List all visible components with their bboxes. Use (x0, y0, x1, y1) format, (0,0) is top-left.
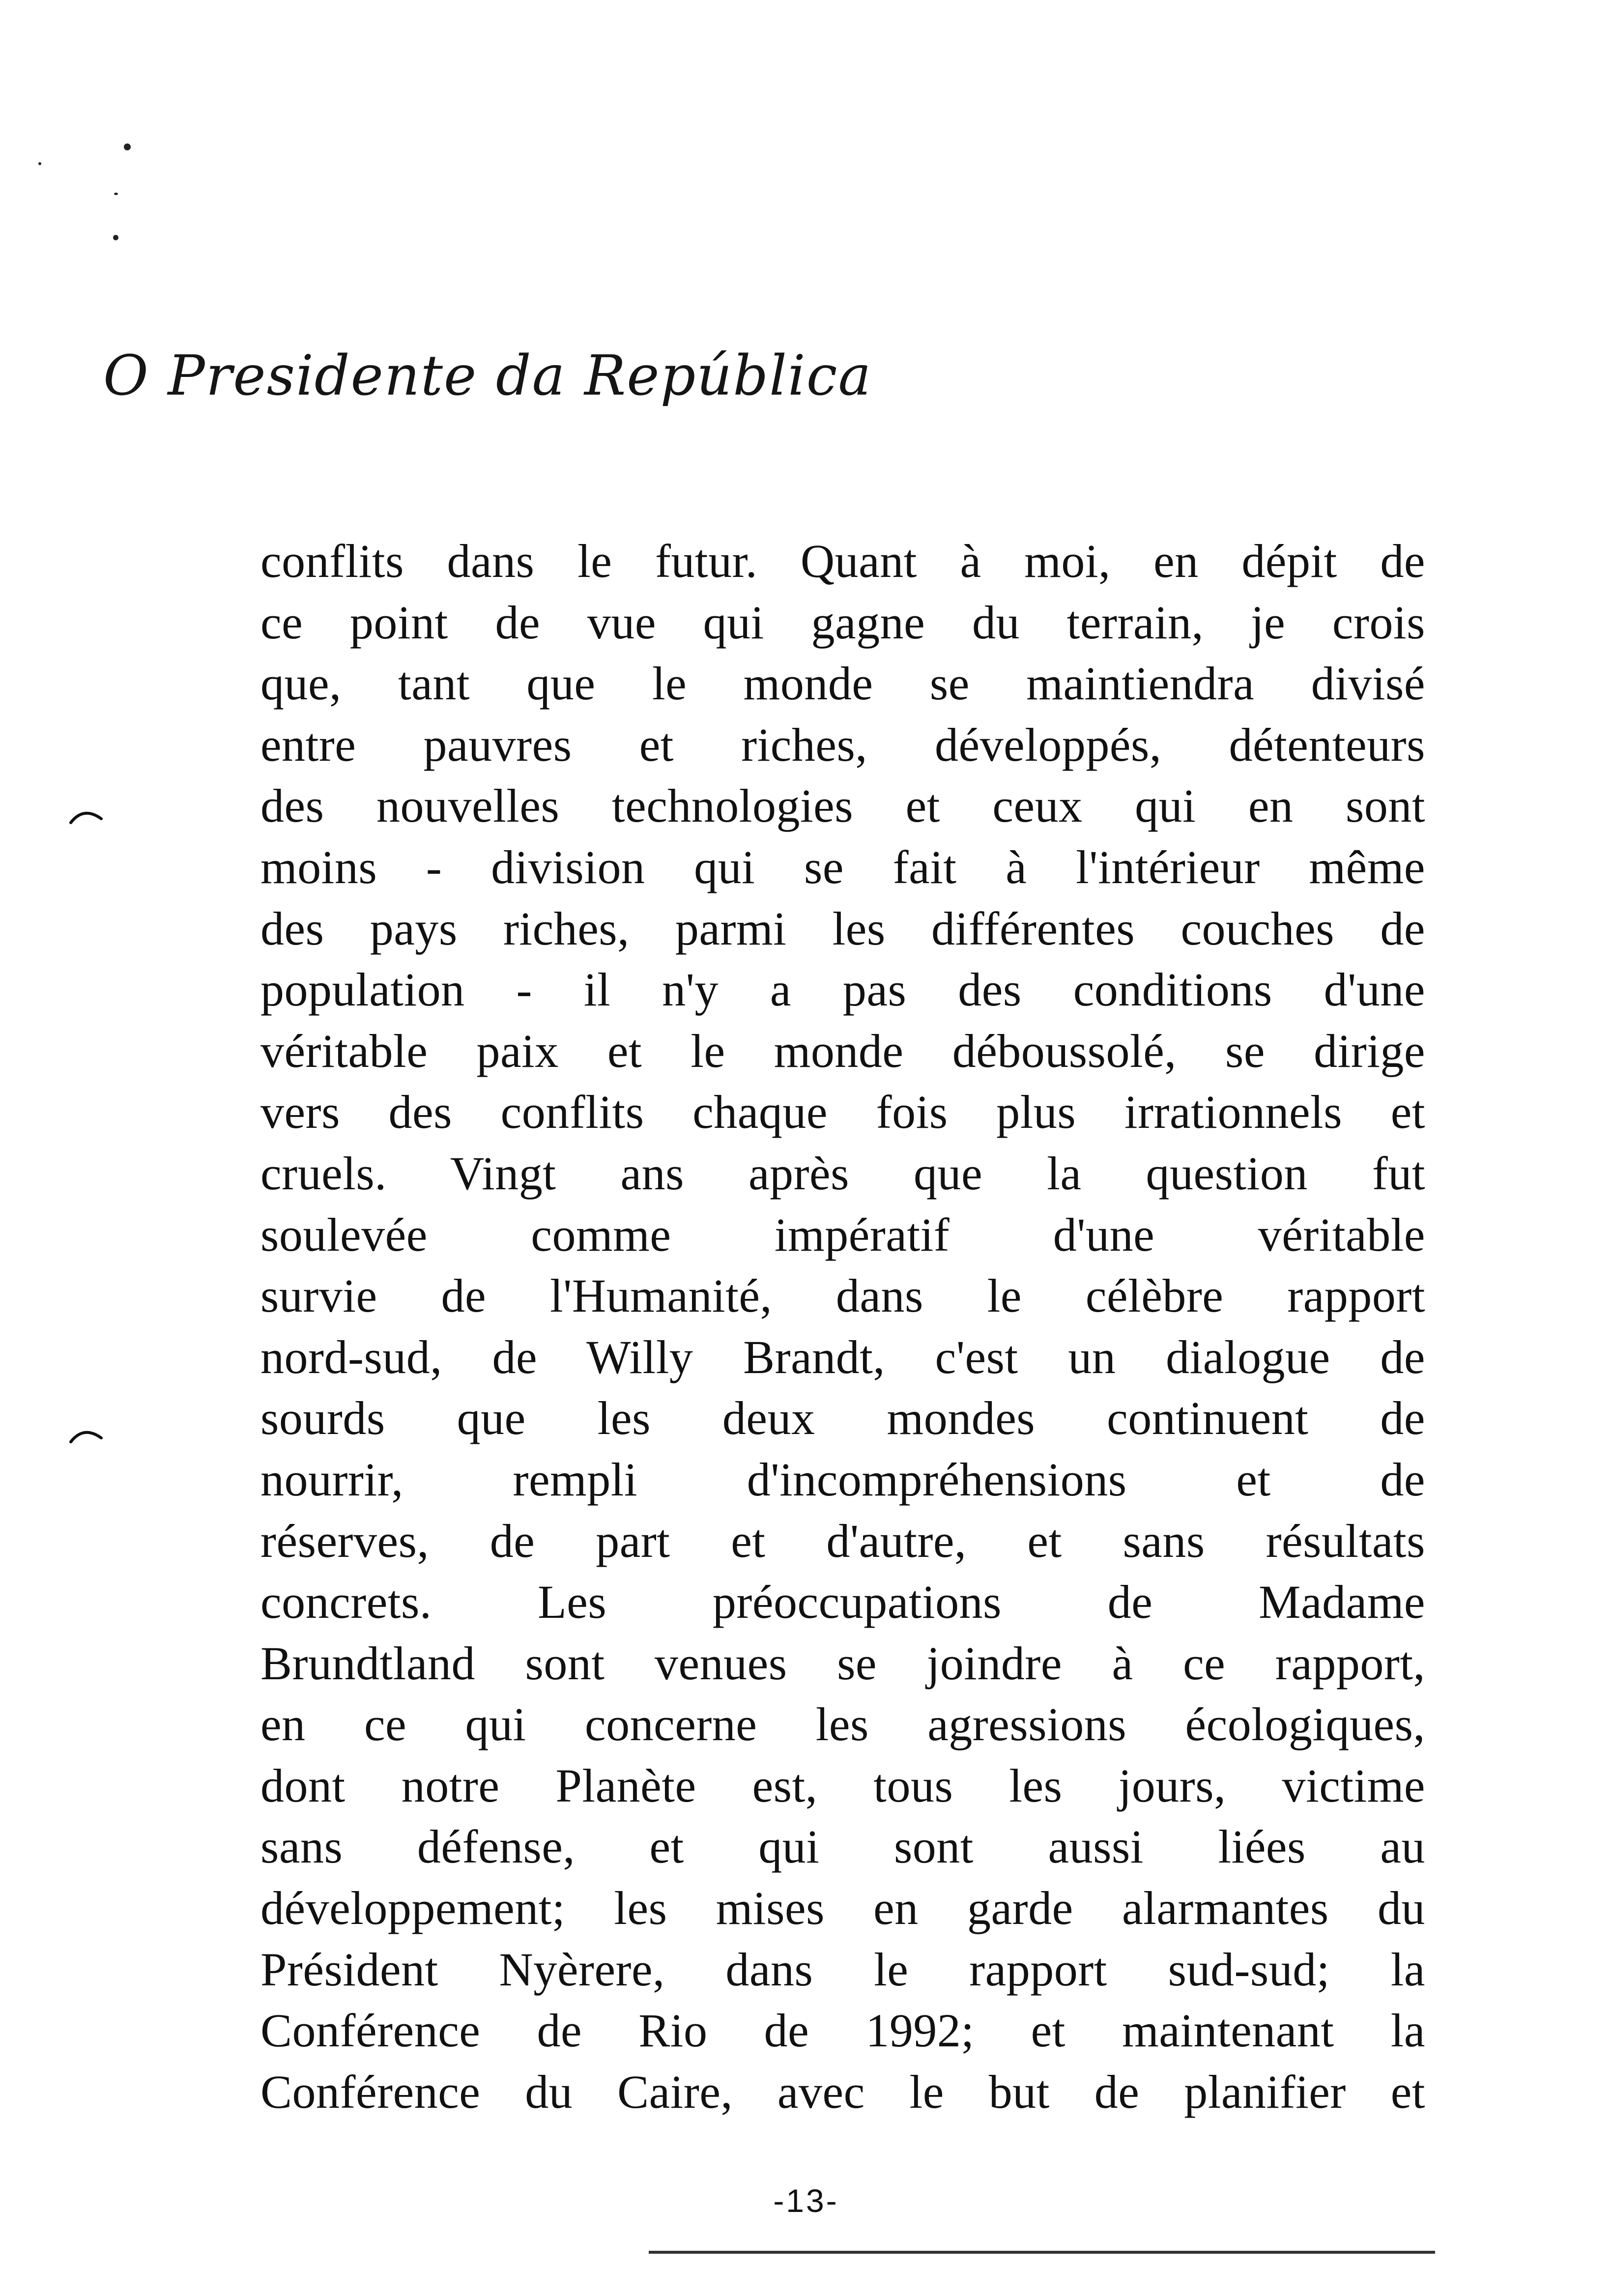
text-line: moins - division qui se fait à l'intérieur même (260, 840, 1425, 893)
text-line: que, tant que le monde se maintiendra divisé (260, 657, 1425, 710)
scan-speck (113, 235, 118, 240)
text-line: survie de l'Humanité, dans le célèbre rapport (260, 1269, 1425, 1322)
text-line: nord-sud, de Willy Brandt, c'est un dialogue de (260, 1330, 1425, 1383)
text-line: développement; les mises en garde alarmantes du (260, 1882, 1425, 1935)
text-line: nourrir, rempli d'incompréhensions et de (260, 1453, 1425, 1506)
text-line: ce point de vue qui gagne du terrain, je crois (260, 596, 1425, 649)
text-line: des nouvelles technologies et ceux qui en sont (260, 779, 1425, 832)
text-line: véritable paix et le monde déboussolé, se dirige (260, 1024, 1425, 1077)
text-line: Brundtland sont venues se joindre à ce rapport, (260, 1636, 1425, 1690)
text-line: dont notre Planète est, tous les jours, victime (260, 1759, 1425, 1812)
body-text (260, 531, 1425, 2123)
text-line: entre pauvres et riches, développés, détenteurs (260, 718, 1425, 771)
text-line: vers des conflits chaque fois plus irrationnels et (260, 1086, 1425, 1139)
margin-arc-mark (69, 806, 103, 826)
text-line: réserves, de part et d'autre, et sans résultats (260, 1514, 1425, 1567)
scan-speck (38, 162, 41, 165)
text-line: sans défense, et qui sont aussi liées au (260, 1820, 1425, 1873)
text-line: conflits dans le futur. Quant à moi, en dépit de (260, 535, 1425, 587)
margin-arc-mark (69, 1425, 103, 1445)
text-line: Conférence de Rio de 1992; et maintenant la (260, 2004, 1425, 2057)
text-line: en ce qui concerne les agressions écologiques, (260, 1698, 1425, 1751)
text-line: cruels. Vingt ans après que la question fut (260, 1147, 1425, 1200)
letterhead: O Presidente da República (103, 344, 872, 408)
text-line: concrets. Les préoccupations de Madame (260, 1576, 1425, 1629)
text-line: Conférence du Caire, avec le but de planifier et (260, 2065, 1425, 2118)
text-line: population - il n'y a pas des conditions d'une (260, 963, 1425, 1016)
text-line: soulevée comme impératif d'une véritable (260, 1208, 1425, 1261)
scan-speck (114, 193, 118, 195)
text-line: des pays riches, parmi les différentes couches de (260, 902, 1425, 955)
scan-speck (124, 144, 131, 150)
text-line: Président Nyèrere, dans le rapport sud-sud; la (260, 1943, 1425, 1996)
footer-rule (649, 2251, 1435, 2254)
page-number: -13- (773, 2182, 839, 2219)
text-line: sourds que les deux mondes continuent de (260, 1392, 1425, 1445)
